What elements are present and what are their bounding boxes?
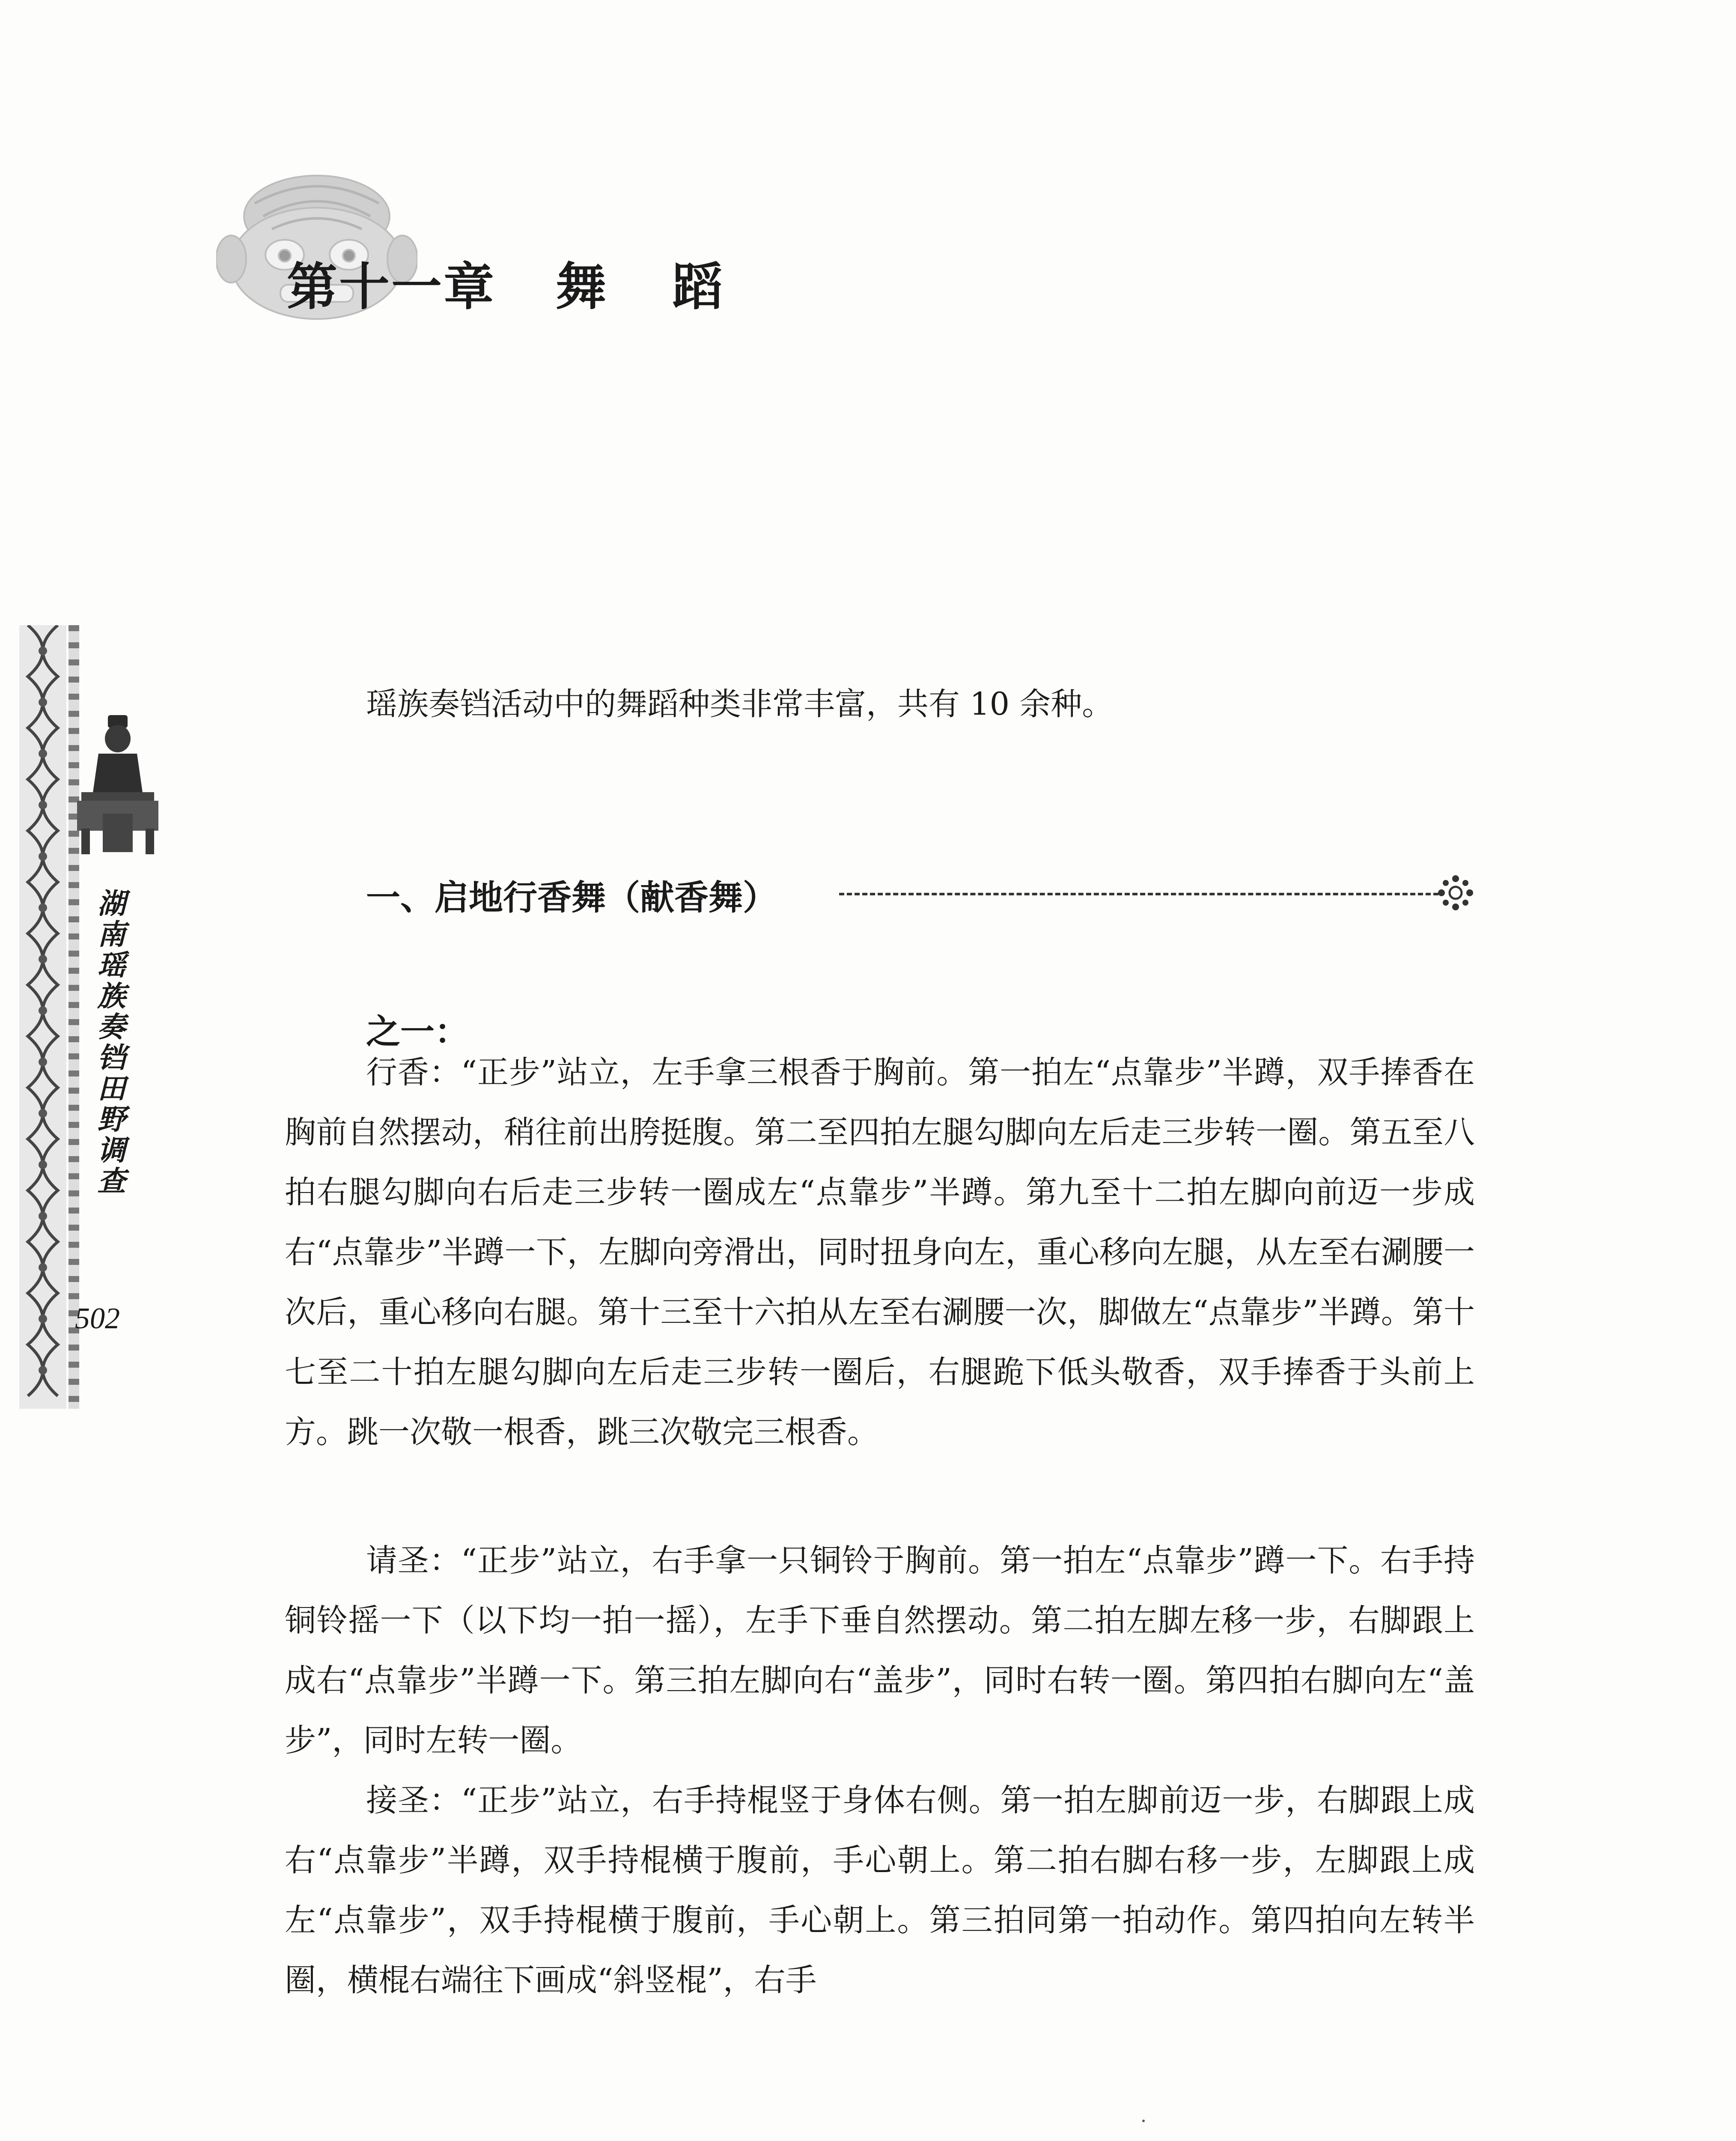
book-title-vertical: 湖南瑶族奏铛田野调查 xyxy=(92,889,125,1197)
sub-heading: 之一： xyxy=(366,1011,469,1052)
chapter-number: 第十一章 xyxy=(287,257,496,316)
chapter-title-char-1: 舞 xyxy=(556,257,608,316)
paragraph-qingsheng: 请圣：“正步”站立，右手拿一只铜铃于胸前。第一拍左“点靠步”蹲一下。右手持铜铃摇一下（以下均一拍一摇），左手下垂自然摆动。第二拍左脚左移一步，右脚跟上成右“点靠步”半蹲一下。第三拍左脚向右“盖步”，同时右转一圈。第四拍右脚向左“盖步”，同时左转一圈。 xyxy=(285,1542,1475,1759)
paragraph-jiesheng: 接圣：“正步”站立，右手持棍竖于身体右侧。第一拍左脚前迈一步，右脚跟上成右“点靠步”半蹲，双手持棍横于腹前，手心朝上。第二拍右脚右移一步，左脚跟上成左“点靠步”，双手持棍横于腹前，手心朝上。第三拍同第一拍动作。第四拍向左转半圈，横棍右端往下画成“斜竖棍”，右手 xyxy=(285,1782,1475,1998)
heading-dashed-rule xyxy=(839,893,1438,895)
section-heading: 一、启地行香舞（献香舞） xyxy=(366,877,777,918)
chapter-title xyxy=(287,246,724,319)
chapter-title-char-2: 蹈 xyxy=(672,257,725,316)
flower-ornament-icon xyxy=(1436,874,1475,912)
decorative-border xyxy=(19,625,66,1409)
print-speck xyxy=(1142,2120,1145,2122)
page-number: 502 xyxy=(75,1302,120,1335)
intro-paragraph: 瑶族奏铛活动中的舞蹈种类非常丰富，共有 10 余种。 xyxy=(366,686,1114,722)
paragraph-xingxiang: 行香：“正步”站立，左手拿三根香于胸前。第一拍左“点靠步”半蹲，双手捧香在胸前自然摆动，稍往前出胯挺腹。第二至四拍左腿勾脚向左后走三步转一圈。第五至八拍右腿勾脚向右后走三步转一圈成左“点靠步”半蹲。第九至十二拍左脚向前迈一步成右“点靠步”半蹲一下，左脚向旁滑出，同时扭身向左，重心移向左腿，从左至右涮腰一次后，重心移向右腿。第十三至十六拍从左至右涮腰一次，脚做左“点靠步”半蹲。第十七至二十拍左腿勾脚向左后走三步转一圈后，右腿跪下低头敬香，双手捧香于头前上方。跳一次敬一根香，跳三次敬完三根香。 xyxy=(285,1054,1475,1450)
seated-figure-icon xyxy=(73,715,163,856)
